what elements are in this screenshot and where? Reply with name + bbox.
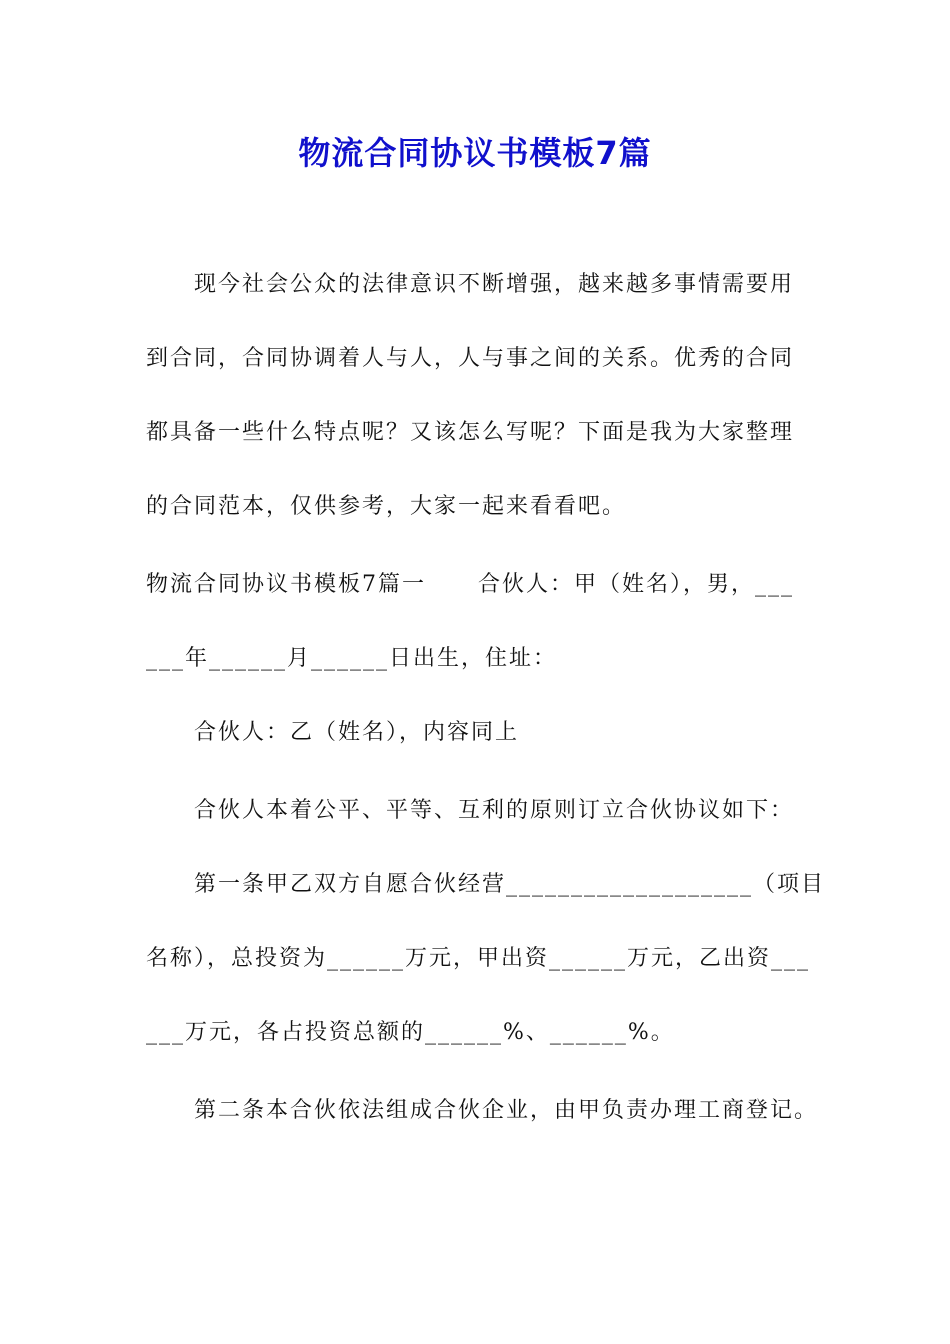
paragraph-line: 到合同，合同协调着人与人，人与事之间的关系。优秀的合同 xyxy=(146,346,795,371)
paragraph-line: ___年______月______日出生，住址： xyxy=(146,646,558,671)
paragraph-line: 名称），总投资为______万元，甲出资______万元，乙出资___ xyxy=(146,946,811,971)
paragraph-line: 的合同范本，仅供参考，大家一起来看看吧。 xyxy=(146,494,627,519)
section-heading-line xyxy=(146,570,794,600)
paragraph-line: 合伙人：乙（姓名），内容同上 xyxy=(194,720,520,745)
paragraph-line: 合伙人本着公平、平等、互利的原则订立合伙协议如下： xyxy=(194,798,795,823)
paragraph-line: ___万元，各占投资总额的______%、______%。 xyxy=(146,1020,675,1045)
section-heading: 物流合同协议书模板7篇一 xyxy=(146,572,426,597)
paragraph-line: 都具备一些什么特点呢？又该怎么写呢？下面是我为大家整理 xyxy=(146,420,795,445)
document-title: 物流合同协议书模板7篇 xyxy=(298,134,652,172)
paragraph-line: 现今社会公众的法律意识不断增强，越来越多事情需要用 xyxy=(194,272,795,297)
paragraph-line: 第二条本合伙依法组成合伙企业，由甲负责办理工商登记。 xyxy=(194,1098,819,1123)
paragraph-line: 第一条甲乙双方自愿合伙经营___________________（项目 xyxy=(194,872,826,897)
paragraph-text: 合伙人：甲（姓名），男，___ xyxy=(478,572,795,597)
